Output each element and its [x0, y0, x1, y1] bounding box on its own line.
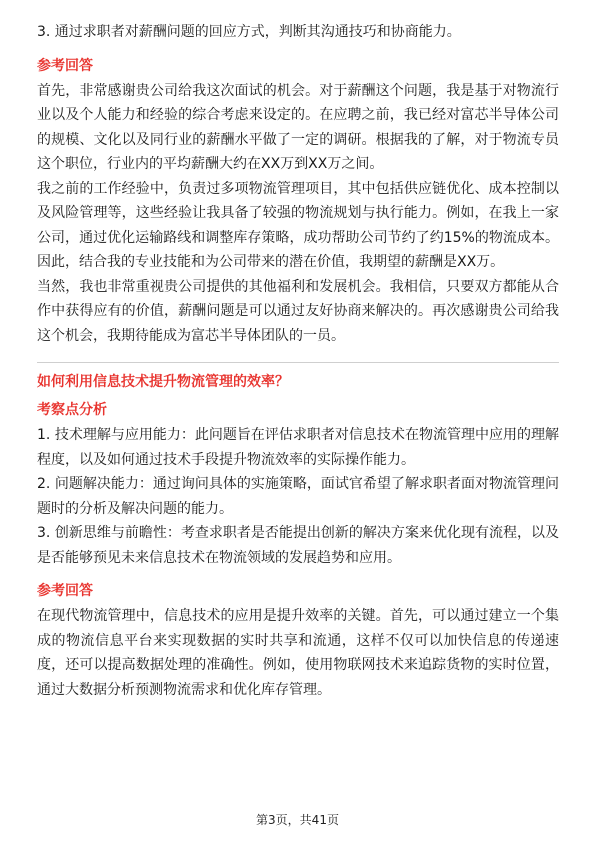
question-title: 如何利用信息技术提升物流管理的效率？ — [37, 374, 289, 390]
answer-label: 参考回答 — [37, 57, 93, 74]
analysis-point: 3. 创新思维与前瞻性：考查求职者是否能提出创新的解决方案来优化现有流程，以及是否能够预见未来信息技术在物流领域的发展趋势和应用。 — [37, 525, 559, 566]
analysis-points — [37, 423, 559, 570]
answer-paragraph: 在现代物流管理中，信息技术的应用是提升效率的关键。首先，可以通过建立一个集成的物流信息平台来实现数据的实时共享和流通，这样不仅可以加快信息的传递速度，还可以提高数据处理的准确性。例如，使用物联网技术来追踪货物的实时位置，通过大数据分析预测物流需求和优化库存管理。 — [37, 608, 559, 698]
answer-paragraph: 我之前的工作经验中，负责过多项物流管理项目，其中包括供应链优化、成本控制以及风险管理等，这些经验让我具备了较强的物流规划与执行能力。例如，在我上一家公司，通过优化运输路线和调整库存策略，成功帮助公司节约了约15%的物流成本。因此，结合我的专业技能和为公司带来的潜在价值，我期望的薪酬是XX万。 — [37, 180, 559, 270]
analysis-label: 考察点分析 — [37, 402, 107, 418]
page-footer: 第3页，共41页 — [256, 813, 339, 827]
analysis-point-3: 3. 通过求职者对薪酬问题的回应方式，判断其沟通技巧和协商能力。 — [37, 24, 461, 40]
page-content — [37, 20, 559, 702]
answer-body — [37, 79, 559, 349]
answer-paragraph: 当然，我也非常重视贵公司提供的其他福利和发展机会。我相信，只要双方都能从合作中获得应有的价值，薪酬问题是可以通过友好协商来解决的。再次感谢贵公司给我这个机会，我期待能成为富芯半导体团队的一员。 — [37, 278, 559, 344]
answer-paragraph: 首先，非常感谢贵公司给我这次面试的机会。对于薪酬这个问题，我是基于对物流行业以及个人能力和经验的综合考虑来设定的。在应聘之前，我已经对富芯半导体公司的规模、文化以及同行业的薪酬水平做了一定的调研。根据我的了解，对于物流专员这个职位，行业内的平均薪酬大约在XX万到XX万之间。 — [37, 82, 559, 172]
analysis-point: 2. 问题解决能力：通过询问具体的实施策略，面试官希望了解求职者面对物流管理问题时的分析及解决问题的能力。 — [37, 476, 559, 517]
answer-body — [37, 604, 559, 702]
analysis-point: 1. 技术理解与应用能力：此问题旨在评估求职者对信息技术在物流管理中应用的理解程度，以及如何通过技术手段提升物流效率的实际操作能力。 — [37, 427, 559, 468]
answer-label: 参考回答 — [37, 583, 93, 599]
section-divider — [37, 362, 559, 363]
